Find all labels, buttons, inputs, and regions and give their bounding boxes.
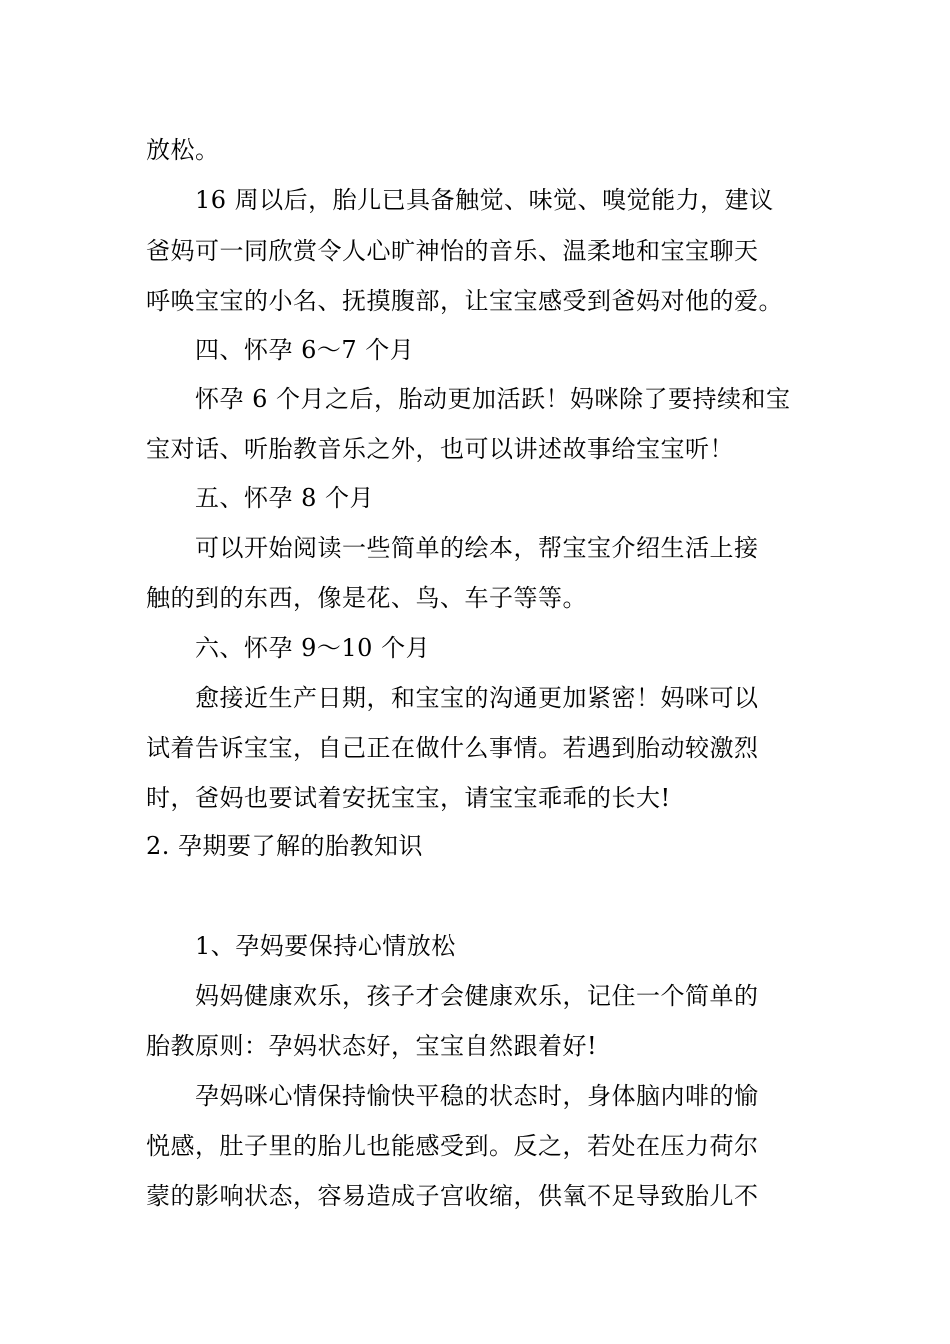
section-heading: 五、怀孕 8 个月 [195,484,375,512]
text-line: 16 周以后，胎儿已具备触觉、味觉、嗅觉能力，建议 [195,186,774,214]
text-line: 时，爸妈也要试着安抚宝宝，请宝宝乖乖的长大! [146,784,671,812]
text-line: 试着告诉宝宝，自己正在做什么事情。若遇到胎动较激烈 [146,734,759,762]
text-line: 放松。 [146,136,220,164]
section-heading: 四、怀孕 6～7 个月 [195,336,415,364]
section-title: 2. 孕期要了解的胎教知识 [146,832,424,860]
text-line: 可以开始阅读一些简单的绘本，帮宝宝介绍生活上接 [195,534,759,562]
text-line: 爸妈可一同欣赏令人心旷神怡的音乐、温柔地和宝宝聊天 [146,237,759,265]
text-line: 愈接近生产日期，和宝宝的沟通更加紧密！妈咪可以 [195,684,759,712]
text-line: 触的到的东西，像是花、鸟、车子等等。 [146,584,587,612]
text-line: 悦感，肚子里的胎儿也能感受到。反之，若处在压力荷尔 [146,1132,759,1160]
section-heading: 1、孕妈要保持心情放松 [195,932,456,960]
text-line: 妈妈健康欢乐，孩子才会健康欢乐，记住一个简单的 [195,982,759,1010]
text-line: 怀孕 6 个月之后，胎动更加活跃！妈咪除了要持续和宝 [195,385,791,413]
text-line: 孕妈咪心情保持愉快平稳的状态时，身体脑内啡的愉 [195,1082,759,1110]
text-line: 宝对话、听胎教音乐之外，也可以讲述故事给宝宝听！ [146,435,734,463]
text-line: 胎教原则：孕妈状态好，宝宝自然跟着好! [146,1032,598,1060]
section-heading: 六、怀孕 9～10 个月 [195,634,431,662]
text-line: 呼唤宝宝的小名、抚摸腹部，让宝宝感受到爸妈对他的爱。 [146,287,783,315]
text-line: 蒙的影响状态，容易造成子宫收缩，供氧不足导致胎儿不 [146,1182,759,1210]
